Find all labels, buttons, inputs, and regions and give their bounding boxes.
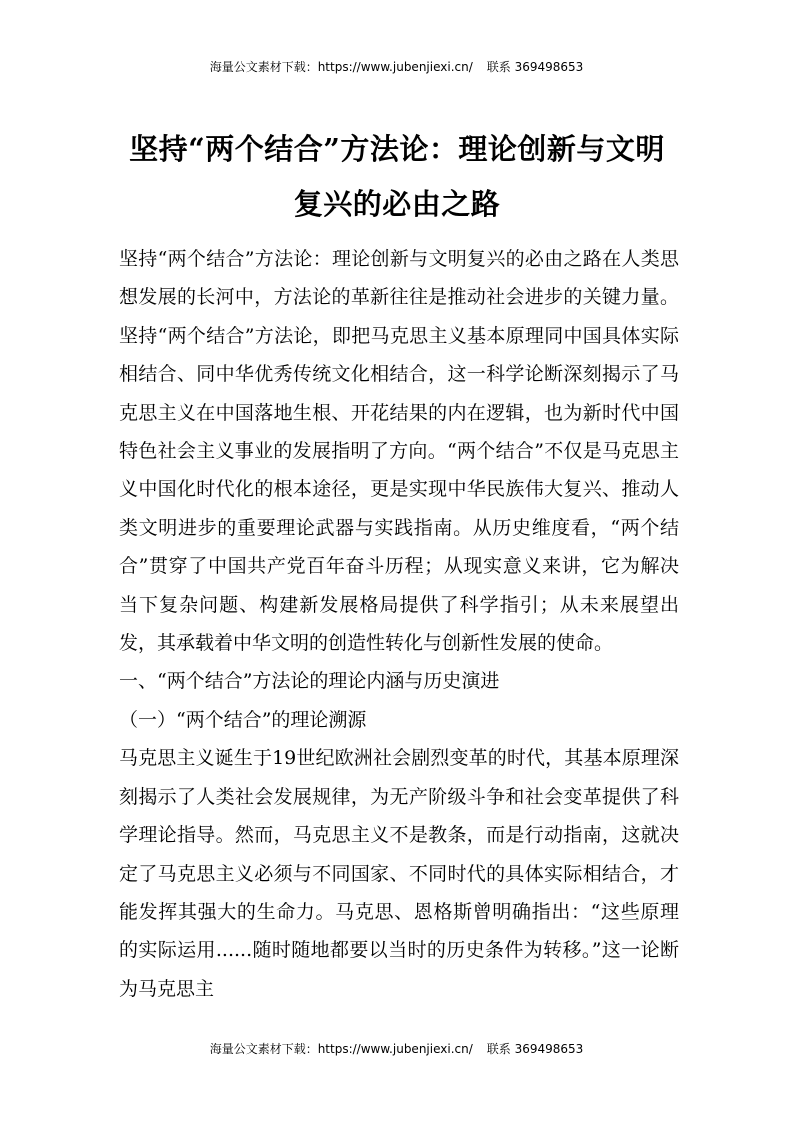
section-heading: 一、“两个结合”方法论的理论内涵与历史演进 — [119, 670, 500, 693]
footer-contact: 联系 369498653 — [486, 1042, 584, 1056]
body-paragraph: 马克思主义诞生于19世纪欧洲社会剧烈变革的时代，其基本原理深刻揭示了人类社会发展规律，为无产阶级斗争和社会变革提供了科学理论指导。然而，马克思主义不是教条，而是行动指南，这就决定了马克思主义必须与不同国家、不同时代的具体实际相结合，才能发挥其强大的生命力。马克思、恩格斯曾明确指出：“这些原理的实际运用......随时随地都要以当时的历史条件为转移。”这一论断为马克思主 — [119, 747, 679, 1000]
subsection-heading: （一）“两个结合”的理论溯源 — [119, 708, 367, 731]
document-title: 坚持“两个结合”方法论：理论创新与文明复兴的必由之路 — [129, 132, 665, 221]
page-header — [0, 59, 793, 75]
header-contact: 联系 369498653 — [486, 60, 584, 74]
intro-paragraph: 坚持“两个结合”方法论：理论创新与文明复兴的必由之路在人类思想发展的长河中，方法论的革新往往是推动社会进步的关键力量。坚持“两个结合”方法论，即把马克思主义基本原理同中国具体实际相结合、同中华优秀传统文化相结合，这一科学论断深刻揭示了马克思主义在中国落地生根、开花结果的内在逻辑，也为新时代中国特色社会主义事业的发展指明了方向。“两个结合”不仅是马克思主义中国化时代化的根本途径，更是实现中华民族伟大复兴、推动人类文明进步的重要理论武器与实践指南。从历史维度看，“两个结合”贯穿了中国共产党百年奋斗历程；从现实意义来讲，它为解决当下复杂问题、构建新发展格局提供了科学指引；从未来展望出发，其承载着中华文明的创造性转化与创新性发展的使命。 — [119, 248, 679, 655]
page-footer — [0, 1041, 793, 1057]
footer-label: 海量公文素材下载：https://www.jubenjiexi.cn/ — [209, 1042, 473, 1056]
document-body — [119, 240, 679, 1008]
header-label: 海量公文素材下载：https://www.jubenjiexi.cn/ — [209, 60, 473, 74]
